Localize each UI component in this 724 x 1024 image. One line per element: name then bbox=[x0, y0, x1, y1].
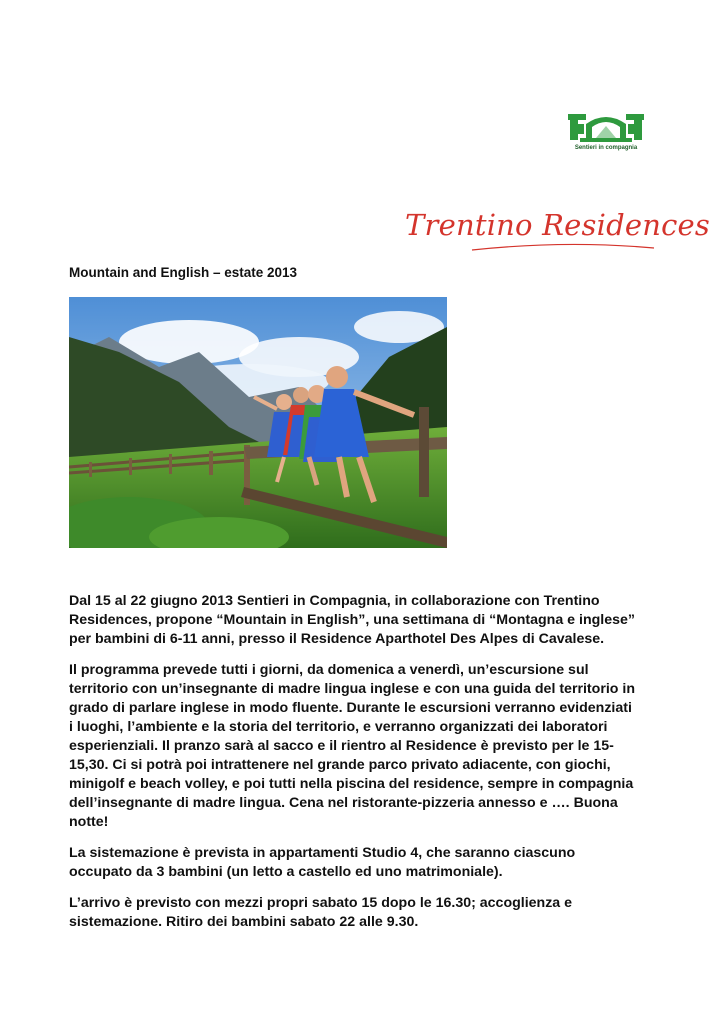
text-line: notte! bbox=[69, 814, 109, 830]
sentieri-logo bbox=[566, 110, 646, 156]
children-on-fence-photo bbox=[69, 297, 447, 548]
text-line: Dal 15 al 22 giugno 2013 Sentieri in Compagnia, in collaborazione con Trentino bbox=[69, 593, 600, 609]
text-line: La sistemazione è prevista in appartamenti Studio 4, che saranno ciascuno bbox=[69, 845, 576, 861]
paragraph-accommodation bbox=[69, 844, 669, 882]
text-line: i luoghi, l’ambiente e la storia del territorio, e verranno organizzati dei laboratori bbox=[69, 719, 608, 735]
text-line: per bambini di 6-11 anni, presso il Residence Aparthotel Des Alpes di Cavalese. bbox=[69, 631, 605, 647]
brand-swoosh-icon bbox=[470, 242, 660, 254]
text-line: occupato da 3 bambini (un letto a castello ed uno matrimoniale). bbox=[69, 864, 503, 880]
body-text bbox=[69, 592, 669, 944]
text-line: dell’insegnante di madre lingua. Cena nel ristorante-pizzeria annesso e …. Buona bbox=[69, 795, 618, 811]
paragraph-programme bbox=[69, 661, 669, 832]
document-heading: Mountain and English – estate 2013 bbox=[69, 265, 298, 280]
sentieri-logo-label: Sentieri in compagnia bbox=[574, 145, 638, 151]
text-line: grado di parlare inglese in modo fluente. Durante le escursioni verranno evidenziati bbox=[69, 700, 632, 716]
text-line: esperienziali. Il pranzo sarà al sacco e il rientro al Residence è previsto per le 15- bbox=[69, 738, 614, 754]
paragraph-arrival bbox=[69, 894, 669, 932]
text-line: 15,30. Ci si potrà poi intrattenere nel grande parco privato adiacente, con giochi, bbox=[69, 757, 611, 773]
text-line: sistemazione. Ritiro dei bambini sabato 22 alle 9.30. bbox=[69, 914, 419, 930]
sentieri-logo-icon bbox=[566, 110, 646, 146]
text-line: Residences, propone “Mountain in English”, una settimana di “Montagna e inglese” bbox=[69, 612, 635, 628]
children-on-fence-mountain-photo-icon bbox=[69, 297, 447, 548]
paragraph-dates bbox=[69, 592, 669, 649]
text-line: L’arrivo è previsto con mezzi propri sabato 15 dopo le 16.30; accoglienza e bbox=[69, 895, 573, 911]
text-line: Il programma prevede tutti i giorni, da domenica a venerdì, un’escursione sul bbox=[69, 662, 589, 678]
text-line: minigolf e beach volley, e poi tutti nella piscina del residence, sempre in compagnia bbox=[69, 776, 634, 792]
text-line: territorio con un’insegnante di madre lingua inglese e con una guida del territorio in bbox=[69, 681, 635, 697]
brand-title: Trentino Residences bbox=[405, 208, 710, 242]
